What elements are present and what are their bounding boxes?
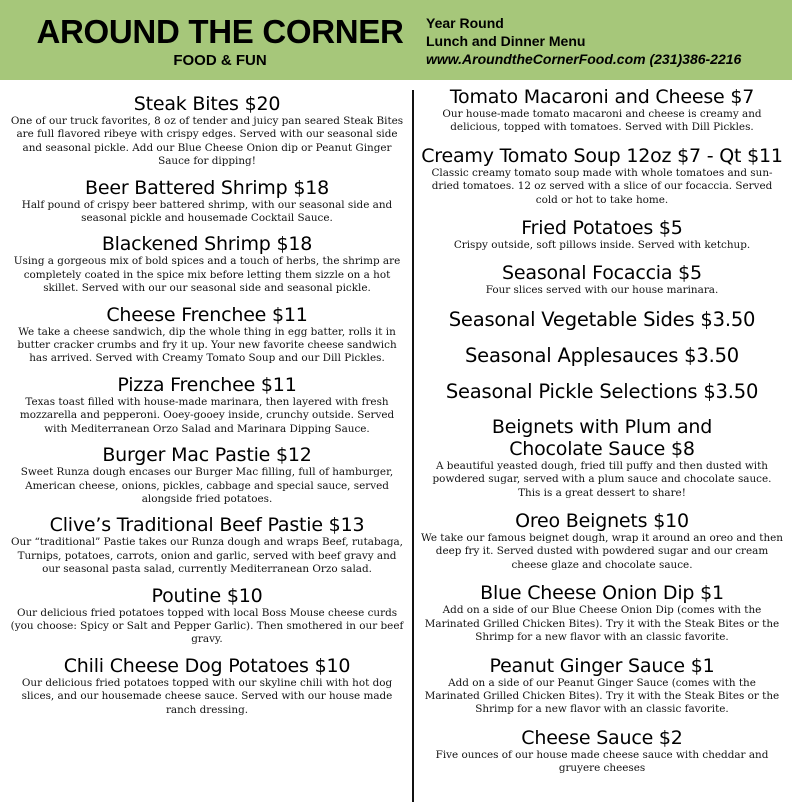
- menu-item-title: Tomato Macaroni and Cheese $7: [449, 86, 755, 108]
- menu-item-description: Add on a side of our Blue Cheese Onion Dip (comes with the Marinated Grilled Chicken Bites). Try it with the Steak Bites or the Shrimp for a new flavor with an classic favorite.: [424, 604, 780, 644]
- menu-item: [8, 304, 406, 366]
- menu-item-title: Blackened Shrimp $18: [101, 233, 313, 256]
- menu-item-title: Blue Cheese Onion Dip $1: [480, 582, 724, 605]
- menu-type: Lunch and Dinner Menu: [426, 33, 586, 49]
- brand-block: [20, 14, 420, 70]
- menu-item: [420, 344, 784, 368]
- menu-item-title: Seasonal Pickle Selections $3.50: [445, 379, 759, 403]
- menu-item: [420, 416, 784, 500]
- menu-item-description: We take our famous beignet dough, wrap it around an oreo and then deep fry it. Served dusted with powdered sugar and our cream cheese glaze and chocolate sauce.: [421, 532, 783, 571]
- menu-item: [420, 582, 784, 644]
- menu-item-description: Four slices served with our house marinara.: [485, 284, 719, 297]
- menu-item-title: Oreo Beignets $10: [515, 510, 689, 533]
- menu-header: [0, 0, 792, 80]
- menu-item-title: Seasonal Vegetable Sides $3.50: [448, 307, 756, 331]
- menu-item: [420, 510, 784, 572]
- left-menu-column: [8, 86, 406, 725]
- menu-item-description: Texas toast filled with house-made marinara, then layered with fresh mozzarella and pepperoni. Ooey-gooey inside, crunchy outside. Served with Mediterranean Orzo Salad and Marinara Dipping Sauce.: [19, 395, 395, 435]
- menu-item-title: Pizza Frenchee $11: [117, 373, 297, 396]
- menu-item-description: Our delicious fried potatoes topped with local Boss Mouse cheese curds (you choose: Spicy or Salt and Pepper Garlic). Then smothered in our beef gravy.: [10, 606, 404, 646]
- menu-info: [426, 14, 741, 68]
- menu-item-description: Five ounces of our house made cheese sauce with cheddar and gruyere cheeses: [435, 748, 769, 775]
- menu-item: [420, 217, 784, 252]
- menu-item-description: We take a cheese sandwich, dip the whole thing in egg batter, rolls it in butter cracker crumbs and fry it up. Your new favorite cheese sandwich has arrived. Served with Creamy Tomato Soup and our Dill Pickles.: [17, 325, 397, 365]
- menu-item-description: Our delicious fried potatoes topped with our skyline chili with hot dog slices, and our housemade cheese sauce. Served with our house made ranch dressing.: [21, 676, 393, 716]
- restaurant-name: AROUND THE CORNER: [36, 13, 404, 50]
- menu-item-title: Cheese Frenchee $11: [106, 303, 308, 326]
- menu-item: [420, 308, 784, 332]
- column-divider: [412, 90, 414, 802]
- menu-item-description: Using a gorgeous mix of bold spices and a touch of herbs, the shrimp are completely coated in the spice mix before letting them sizzle on a hot skillet. Served with our our seasonal side and seasonal pickle.: [13, 255, 401, 295]
- menu-item: [420, 727, 784, 776]
- menu-item-description: Classic creamy tomato soup made with whole tomatoes and sun-dried tomatoes. 12 oz served with a slice of our focaccia. Served cold or hot to take home.: [431, 166, 773, 206]
- menu-item-title: Creamy Tomato Soup 12oz $7 - Qt $11: [421, 144, 783, 167]
- menu-item-description: Our “traditional” Pastie takes our Runza dough and wraps Beef, rutabaga, Turnips, potatoes, carrots, onion and garlic, served with beef gravy and our seasonal pasta salad, currently Mediterranean Orzo salad.: [10, 536, 403, 576]
- website-and-phone: www.AroundtheCornerFood.com (231)386-2216: [426, 51, 742, 67]
- menu-item-title: Cheese Sauce $2: [521, 726, 683, 749]
- menu-item-description: Sweet Runza dough encases our Burger Mac filling, full of hamburger, American cheese, onions, pickles, cabbage and special sauce, served alongside fried potatoes.: [20, 466, 394, 505]
- menu-item-title: Seasonal Focaccia $5: [502, 262, 702, 285]
- menu-item: [8, 585, 406, 647]
- menu-item: [8, 444, 406, 506]
- menu-item: [420, 380, 784, 404]
- menu-item-title: Steak Bites $20: [133, 93, 281, 115]
- menu-item: [8, 374, 406, 436]
- menu-item: [420, 86, 784, 135]
- menu-item-description: Our house-made tomato macaroni and cheese is creamy and delicious, topped with tomatoes. Served with Dill Pickles.: [442, 108, 762, 134]
- menu-item: [8, 93, 406, 169]
- menu-item-title: Seasonal Applesauces $3.50: [464, 343, 740, 367]
- menu-item-description: One of our truck favorites, 8 oz of tender and juicy pan seared Steak Bites are full flavored ribeye with crispy edges. Served with our seasonal side and seasonal pickle. Add our Blue Cheese Onion dip or Peanut Ginger Sauce for dipping!: [10, 115, 404, 168]
- menu-item: [8, 514, 406, 576]
- menu-item: [420, 145, 784, 207]
- menu-item: [8, 655, 406, 717]
- menu-item-title: Clive’s Traditional Beef Pastie $13: [49, 514, 365, 537]
- menu-item-description: A beautiful yeasted dough, fried till puffy and then dusted with powdered sugar, served with a plum sauce and chocolate sauce. This is a great dessert to share!: [432, 459, 772, 499]
- menu-season: Year Round: [426, 15, 504, 31]
- menu-item-description: Half pound of crispy beer battered shrimp, with our seasonal side and seasonal pickle and housemade Cocktail Sauce.: [21, 198, 393, 225]
- menu-item-title: Peanut Ginger Sauce $1: [489, 654, 715, 677]
- menu-item: [420, 655, 784, 717]
- menu-item-title: Beer Battered Shrimp $18: [85, 176, 329, 199]
- right-menu-column: [420, 86, 784, 786]
- menu-item-title: Beignets with Plum and Chocolate Sauce $8: [491, 415, 713, 460]
- menu-item: [8, 177, 406, 226]
- menu-item-title: Chili Cheese Dog Potatoes $10: [63, 654, 351, 677]
- menu-item-description: Crispy outside, soft pillows inside. Served with ketchup.: [453, 239, 751, 252]
- menu-item-title: Fried Potatoes $5: [521, 217, 683, 240]
- menu-item-description: Add on a side of our Peanut Ginger Sauce (comes with the Marinated Grilled Chicken Bites). Try it with the Steak Bites or the Shrimp for a new flavor with an classic favorite.: [424, 676, 780, 716]
- menu-item-title: Poutine $10: [151, 584, 263, 607]
- menu-item: [420, 262, 784, 297]
- menu-item-title: Burger Mac Pastie $12: [102, 444, 312, 467]
- menu-item: [8, 233, 406, 295]
- restaurant-tagline: FOOD & FUN: [173, 52, 267, 69]
